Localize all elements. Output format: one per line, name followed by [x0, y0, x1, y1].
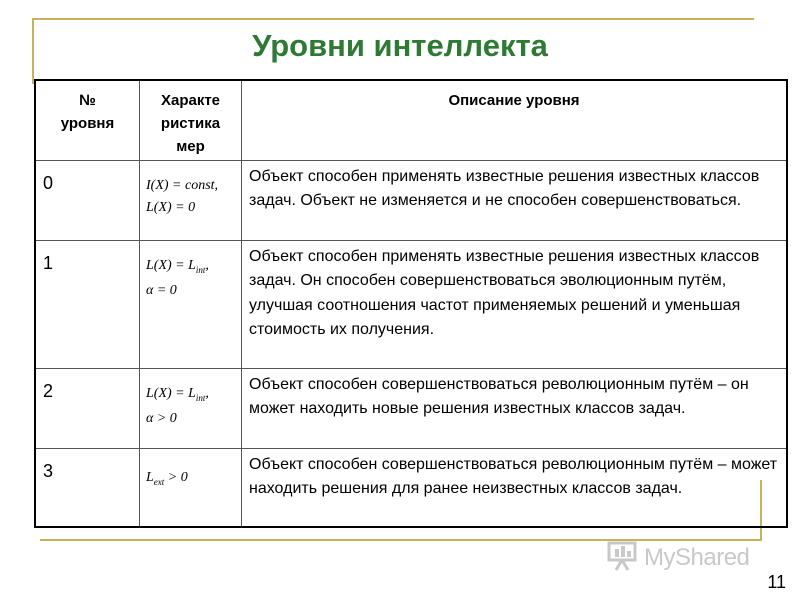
header-characteristic-line1: Характе	[160, 92, 221, 109]
level-description: Объект способен применять известные решения известных классов задач. Он способен совершенствоваться эволюционным путём, улучшая соотношения частот применяемых решений и уменьшая стоимость их получения.	[242, 240, 788, 368]
frame-top-line	[32, 18, 754, 20]
formula-line: α = 0	[146, 283, 177, 299]
table-row	[35, 160, 787, 240]
formula-line: α > 0	[146, 411, 177, 427]
formula-subscript: int	[195, 392, 206, 403]
formula-subscript: int	[195, 264, 206, 275]
formula-main: L	[146, 469, 154, 485]
table-row	[35, 240, 787, 368]
header-description: Описание уровня	[242, 80, 788, 160]
formula-line: L(X) = 0	[146, 199, 196, 215]
presentation-board-icon	[606, 538, 640, 572]
header-characteristic-line2: ристика	[160, 115, 221, 132]
formula-main: L(X) = L	[146, 385, 196, 401]
formula-main: L(X) = L	[146, 257, 196, 273]
header-number-sign: №	[79, 92, 96, 109]
level-formula	[140, 368, 242, 448]
myshared-logo	[606, 538, 766, 574]
logo-text: MyShared	[644, 544, 750, 571]
page-number: 11	[767, 572, 786, 592]
intellect-levels-table	[34, 79, 788, 528]
formula-tail: > 0	[164, 469, 188, 485]
level-formula	[140, 448, 242, 527]
level-formula	[140, 240, 242, 368]
level-number: 1	[35, 240, 140, 368]
level-number: 2	[35, 368, 140, 448]
formula-line	[146, 255, 239, 281]
formula-tail: ,	[205, 385, 209, 401]
level-formula	[140, 160, 242, 240]
level-number: 0	[35, 160, 140, 240]
level-description: Объект способен совершенствоваться революционным путём – может находить решения для ранее неизвестных классов задач.	[242, 448, 788, 527]
level-number: 3	[35, 448, 140, 527]
slide-title: Уровни интеллекта	[252, 28, 548, 63]
header-level-number	[35, 80, 140, 160]
header-characteristic-line3: мер	[176, 138, 205, 155]
level-description: Объект способен совершенствоваться революционным путём – он может находить новые решения известных классов задач.	[242, 368, 788, 448]
level-description: Объект способен применять известные решения известных классов задач. Объект не изменяется и не способен совершенствоваться.	[242, 160, 788, 240]
header-level-word: уровня	[60, 115, 115, 132]
formula-tail: ,	[205, 257, 209, 273]
table-row	[35, 368, 787, 448]
table-header-row	[35, 80, 787, 160]
formula-line	[146, 383, 239, 409]
table-row	[35, 448, 787, 527]
formula-subscript: ext	[153, 476, 165, 487]
header-characteristic	[140, 80, 242, 160]
formula-line: I(X) = const,	[146, 177, 219, 193]
formula-line	[146, 467, 239, 493]
